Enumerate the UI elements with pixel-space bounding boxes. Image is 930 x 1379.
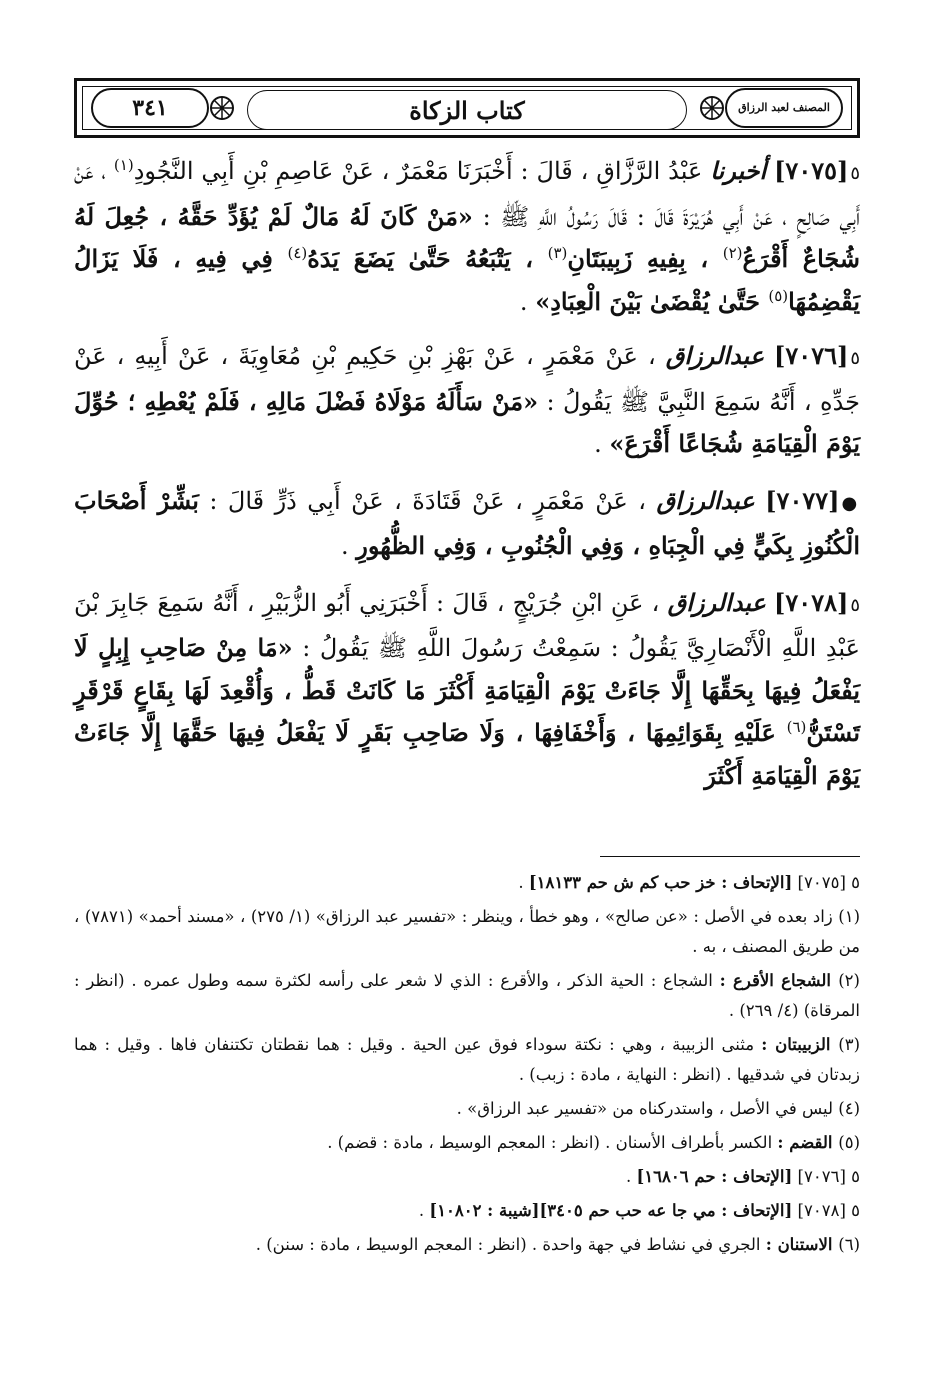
hadith-end: . — [519, 287, 536, 316]
footnote-text: . — [518, 873, 529, 892]
footnote-term: [الإتحاف : مي جا عه حب حم ٣٤٠٥][شيبة : ١٠٨٠٢] — [429, 1201, 793, 1220]
footnote-ref: (٣) — [547, 244, 568, 262]
footnote-text: مثنى الزبيبة ، وهي : نكتة سوداء فوق عين الحية . وقيل : هما نقطتان تكتنفان فاها . وقيل : هما زبدتان في شدقيها . (انظر : النهاية ، مادة : زبب) . — [74, 1035, 860, 1084]
hadith-number: [٧٠٧٥] — [774, 156, 849, 185]
footnote-term: [الإتحاف : خز حب كم ش حم ١٨١٣٣] — [528, 873, 793, 892]
hadith-end: . — [341, 532, 357, 560]
hadith-source: عبدالرزاق — [665, 341, 765, 370]
ornament-knot-icon — [697, 93, 727, 123]
hadith-chain: ، عَنِ ابْنِ جُرَيْجٍ ، قَالَ : أَخْبَرَنِي أَبُو الزُّبَيْرِ ، أَنَّهُ سَمِعَ جَابِرَ بْنَ عَبْدِ اللَّهِ الْأَنْصَارِيَّ يَقُولُ : سَمِعْتُ رَسُولَ اللَّهِ ﷺ يَقُولُ : — [74, 588, 860, 662]
footnote — [74, 902, 860, 962]
footnote — [74, 868, 860, 898]
footnote — [74, 1030, 860, 1090]
footnote-text: . — [418, 1201, 430, 1220]
footnote — [74, 966, 860, 1026]
hadith-matn: فِي فِيهِ ، فَلَا يَزَالُ يَقْضِمُهَا — [74, 244, 860, 316]
footnote-term: الزبيبتان : — [761, 1035, 839, 1054]
footnote — [74, 1094, 860, 1124]
hadith-matn: ، يَتْبَعُهُ حَتَّىٰ يَضَعَ يَدَهُ — [307, 244, 548, 273]
chapter-title: كتاب الزكاة — [247, 90, 687, 130]
footnote-separator — [600, 856, 860, 857]
hadith-chain: ، عَنْ مَعْمَرٍ ، عَنْ قَتَادَةَ ، عَنْ أَبِي ذَرٍّ قَالَ : — [198, 486, 657, 515]
footnote — [74, 1196, 860, 1226]
footnote-lead: (٦) — [838, 1235, 860, 1254]
footnote-term: القضم : — [777, 1133, 839, 1152]
hadith-matn: بَشِّرْ أَصْحَابَ الْكُنُوزِ بِكَيٍّ فِي الْجِبَاهِ ، وَفِي الْجُنُوبِ ، وَفِي الظُّهُورِ — [74, 485, 860, 560]
footnote-lead: (١) — [838, 907, 861, 926]
footnote-text: الكسر بأطراف الأسنان . (انظر : المعجم الوسيط ، مادة : قضم) . — [327, 1133, 778, 1152]
footnote-ref: (٢) — [722, 244, 743, 262]
hadith-marker: ٥ — [850, 594, 860, 616]
hadith-source: عبدالرزاق — [656, 485, 755, 515]
footnote-text: الجري في نشاط في جهة واحدة . (انظر : المعجم الوسيط ، مادة : سنن) . — [255, 1235, 766, 1254]
hadith-number: [٧٠٧٦] — [774, 341, 849, 370]
footnote-lead: ٥ [٧٠٧٨] — [797, 1201, 860, 1220]
hadith-chain: عَبْدُ الرَّزَّاقِ ، قَالَ : أَخْبَرَنَا مَعْمَرٌ ، عَنْ عَاصِمِ بْنِ أَبِي النَّجُودِ — [133, 157, 711, 185]
footnote-ref: (٦) — [786, 718, 807, 736]
book-logo: المصنف لعبد الرزاق — [738, 101, 830, 114]
hadith-matn: «مَنْ سَأَلَهُ مَوْلَاهُ فَضْلَ مَالِهِ ، فَلَمْ يُعْطِهِ ؛ حُوِّلَ يَوْمَ الْقِيَامَةِ شُجَاعًا أَقْرَعَ» — [74, 386, 860, 458]
hadith-matn: «مَنْ كَانَ لَهُ مَالٌ لَمْ يُؤَدِّ حَقَّهُ ، جُعِلَ لَهُ شُجَاعٌ أَقْرَعُ — [74, 201, 861, 273]
hadith-matn: حَتَّىٰ يُقْضَىٰ بَيْنَ الْعِبَادِ» — [535, 286, 769, 316]
main-text — [74, 150, 860, 811]
footnote-text: زاد بعده في الأصل : «عن صالح» ، وهو خطأ ، وينظر : «تفسير عبد الرزاق» (١/ ٢٧٥) ، «مسند أحمد» (٧٨٧١) ، من طريق المصنف ، به . — [74, 907, 860, 956]
hadith-marker: ٥ — [850, 163, 861, 184]
footnote-term: الشجاع الأقرع : — [719, 971, 839, 990]
footnote — [74, 1128, 860, 1158]
footnote-text: الشجاع : الحية الذكر ، والأقرع : الذي لا شعر على رأسه لكثرة سمه وطول عمره . (انظر : المرقاة) (٤/ ٢٦٩) . — [74, 971, 860, 1020]
footnote-lead: ٥ [٧٠٧٥] — [797, 873, 860, 892]
hadith-7075 — [74, 150, 860, 323]
hadith-intro: أخبرنا — [710, 156, 767, 185]
hadith-7076 — [74, 335, 860, 466]
footnote-term: الاستنان : — [765, 1235, 839, 1254]
footnote — [74, 1162, 860, 1192]
ornament-knot-icon — [207, 93, 237, 123]
footnote-lead: (٢) — [838, 971, 860, 990]
footnote-lead: (٥) — [838, 1133, 860, 1152]
hadith-number: [٧٠٧٨] — [774, 587, 849, 617]
footnote-term: [الإتحاف : حم ١٦٨٠٦] — [636, 1167, 793, 1186]
footnote-lead: (٤) — [838, 1099, 860, 1118]
footnote-text: ليس في الأصل ، واستدركناه من «تفسير عبد الرزاق» . — [456, 1099, 839, 1118]
hadith-matn: عَلَيْهِ بِقَوَائِمِهَا ، وَأَخْفَافِهَا ، وَلَا صَاحِبِ بَقَرٍ لَا يَفْعَلُ فِيهَا حَقَّهَا إِلَّا جَاءَتْ يَوْمَ الْقِيَامَةِ أَكْثَرَ — [74, 718, 860, 790]
page-number-cap — [91, 88, 209, 128]
hadith-7078 — [74, 582, 860, 798]
page-number: ٣٤١ — [132, 95, 168, 121]
page-header — [74, 78, 860, 138]
hadith-marker: ٥ — [850, 348, 860, 369]
hadith-end: . — [594, 430, 610, 458]
footnote-ref: (١) — [113, 156, 134, 174]
footnote — [74, 1230, 860, 1260]
hadith-matn: «مَا مِنْ صَاحِبِ إِبِلٍ لَا يَفْعَلُ فِيهَا بِحَقِّهَا إِلَّا جَاءَتْ يَوْمَ الْقِيَامَةِ أَكْثَرَ مَا كَانَتْ قَطُّ ، وَأُقْعِدَ لَهَا بِقَاعٍ قَرْقَرٍ تَسْتَنُّ — [74, 633, 861, 747]
footnotes — [74, 868, 860, 1264]
footnote-ref: (٤) — [287, 244, 308, 262]
hadith-marker: ● — [841, 492, 860, 514]
hadith-source: عبدالرزاق — [667, 587, 766, 617]
hadith-matn: ، بِفِيهِ زَبِيبَتَانِ — [567, 244, 723, 273]
hadith-chain: ، عَنْ أَبِي صَالِحٍ ، عَنْ أَبِي هُرَيْرَةَ قَالَ : قَالَ رَسُولُ اللَّهِ ﷺ : — [74, 157, 860, 231]
hadith-chain: ، عَنْ مَعْمَرٍ ، عَنْ بَهْزِ بْنِ حَكِيمِ بْنِ مُعَاوِيَةَ ، عَنْ أَبِيهِ ، عَنْ جَدِّهِ ، أَنَّهُ سَمِعَ النَّبِيَّ ﷺ يَقُولُ : — [74, 342, 860, 416]
footnote-lead: ٥ [٧٠٧٦] — [797, 1167, 860, 1186]
book-logo-cap — [725, 88, 843, 128]
hadith-7077 — [74, 480, 860, 568]
footnote-ref: (٥) — [768, 286, 789, 305]
footnote-text: . — [625, 1167, 637, 1186]
hadith-number: [٧٠٧٧] — [765, 485, 840, 515]
footnote-lead: (٣) — [838, 1035, 860, 1054]
